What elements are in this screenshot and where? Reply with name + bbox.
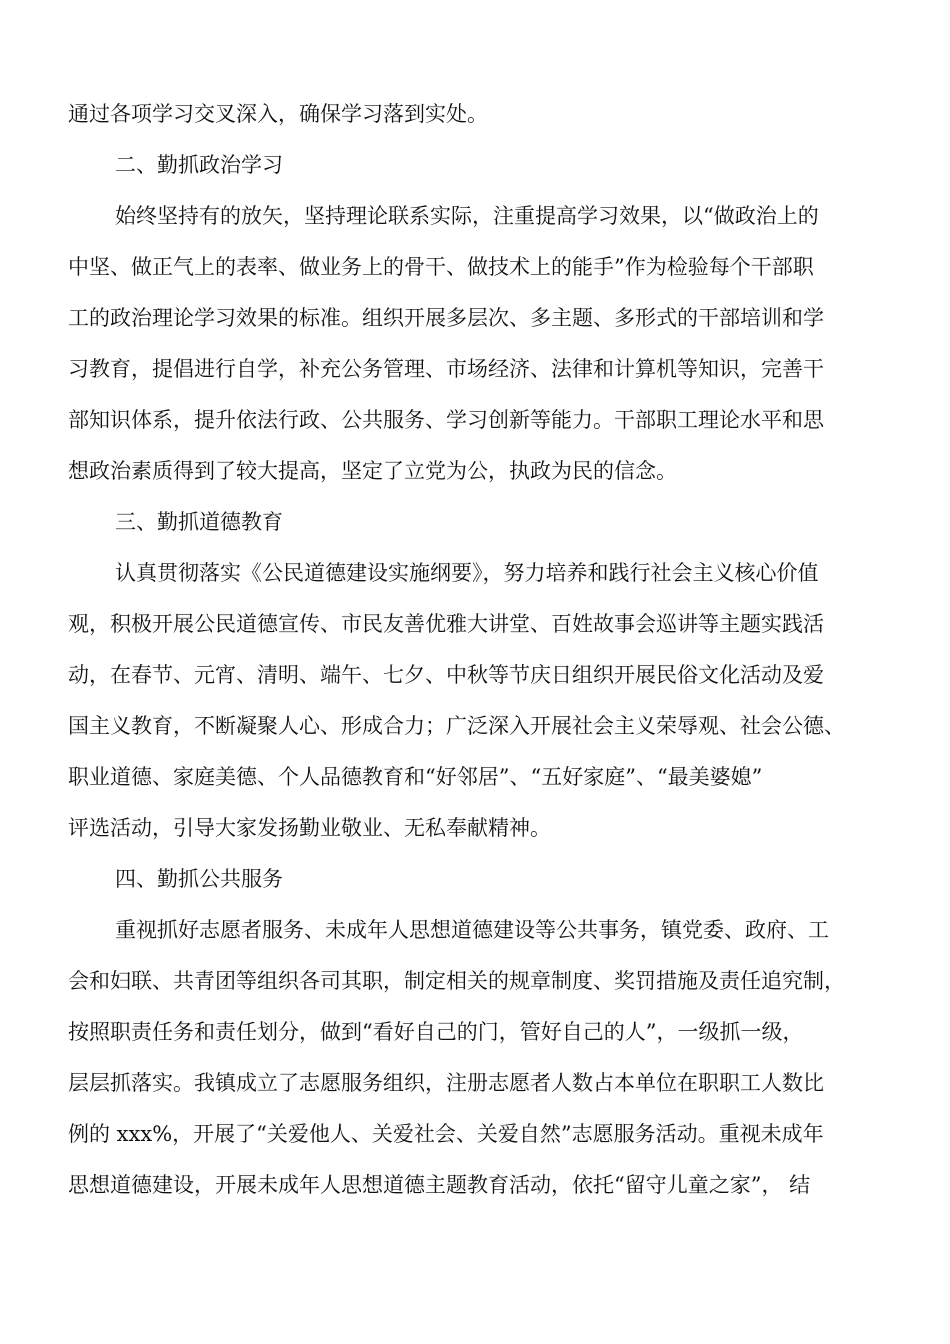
section-heading: 二、勤抓政治学习 [115, 153, 283, 177]
text-line: 例的 xxx%，开展了“关爱他人、关爱社会、关爱自然”志愿服务活动。重视未成年 [68, 1122, 824, 1146]
text-line: 重视抓好志愿者服务、未成年人思想道德建设等公共事务，镇党委、政府、工 [115, 918, 829, 942]
section-heading: 四、勤抓公共服务 [115, 867, 283, 891]
text-line: 职业道德、家庭美德、个人品德教育和“好邻居”、“五好家庭”、“最美婆媳” [68, 765, 763, 789]
section-heading: 三、勤抓道德教育 [115, 510, 283, 534]
text-line: 想政治素质得到了较大提高，坚定了立党为公，执政为民的信念。 [68, 459, 677, 483]
text-line: 观，积极开展公民道德宣传、市民友善优雅大讲堂、百姓故事会巡讲等主题实践活 [68, 612, 824, 636]
text-line: 中坚、做正气上的表率、做业务上的骨干、做技术上的能手”作为检验每个干部职 [68, 255, 814, 279]
text-line: 通过各项学习交叉深入，确保学习落到实处。 [68, 102, 488, 126]
text-line: 思想道德建设，开展未成年人思想道德主题教育活动，依托“留守儿童之家”， 结 [68, 1173, 811, 1197]
text-line: 动，在春节、元宵、清明、端午、七夕、中秋等节庆日组织开展民俗文化活动及爱 [68, 663, 824, 687]
text-line: 层层抓落实。我镇成立了志愿服务组织，注册志愿者人数占本单位在职职工人数比 [68, 1071, 824, 1095]
text-line: 部知识体系，提升依法行政、公共服务、学习创新等能力。干部职工理论水平和思 [68, 408, 824, 432]
text-line: 工的政治理论学习效果的标准。组织开展多层次、多主题、多形式的干部培训和学 [68, 306, 824, 330]
text-line: 始终坚持有的放矢，坚持理论联系实际，注重提高学习效果，以“做政治上的 [115, 204, 819, 228]
text-line: 国主义教育，不断凝聚人心、形成合力；广泛深入开展社会主义荣辱观、社会公德、 [68, 714, 845, 738]
text-line: 认真贯彻落实《公民道德建设实施纲要》，努力培养和践行社会主义核心价值 [115, 561, 819, 585]
text-line: 习教育，提倡进行自学，补充公务管理、市场经济、法律和计算机等知识，完善干 [68, 357, 824, 381]
text-line: 评选活动，引导大家发扬勤业敬业、无私奉献精神。 [68, 816, 551, 840]
text-line: 按照职责任务和责任划分，做到“看好自己的门，管好自己的人”，一级抓一级， [68, 1020, 804, 1044]
text-line: 会和妇联、共青团等组织各司其职，制定相关的规章制度、奖罚措施及责任追究制， [68, 969, 845, 993]
